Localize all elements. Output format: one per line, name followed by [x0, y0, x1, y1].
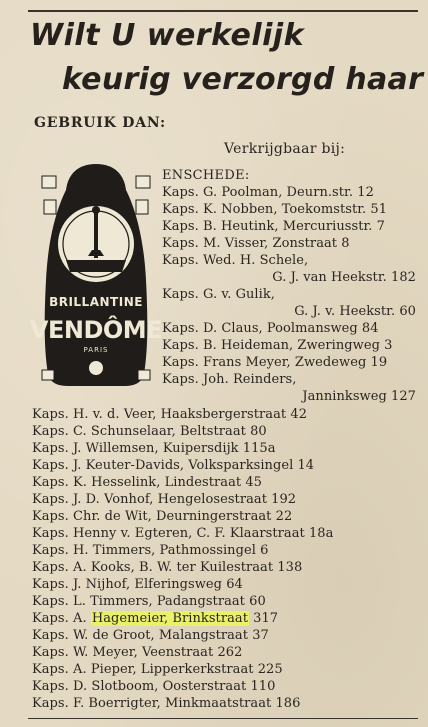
dealer-line: Kaps. J. Keuter-Davids, Volksparksingel 14: [32, 458, 315, 473]
dealer-line: Kaps. B. Heideman, Zweringweg 3: [162, 338, 393, 353]
headline-line-2: keurig verzorgd haar: [62, 62, 424, 97]
dealer-line: Kaps. W. Meyer, Veenstraat 262: [32, 645, 243, 660]
top-rule: [28, 10, 418, 12]
dealer-line-continued: G. J. van Heekstr. 182: [272, 270, 416, 285]
dealer-line-continued: G. J. v. Heekstr. 60: [294, 304, 416, 319]
dealer-line: Kaps. Joh. Reinders,: [162, 372, 297, 387]
ad-brand-main: VENDÔME: [29, 316, 163, 344]
ad-brand-city: PARIS: [83, 346, 109, 354]
dealer-line: Kaps. M. Visser, Zonstraat 8: [162, 236, 350, 251]
ad-brand-top: BRILLANTINE: [49, 295, 143, 309]
dealer-line: Kaps. G. Poolman, Deurn.str. 12: [162, 185, 374, 200]
available-at-label: Verkrijgbaar bij:: [224, 141, 346, 157]
dealer-line: Kaps. A. Kooks, B. W. ter Kuilestraat 138: [32, 560, 303, 575]
dealer-line: Kaps. D. Claus, Poolmansweg 84: [162, 321, 379, 336]
dealer-line: Kaps. G. v. Gulik,: [162, 287, 275, 302]
dealer-line: Kaps. Chr. de Wit, Deurningerstraat 22: [32, 509, 293, 524]
brillantine-bottle-illustration: [29, 160, 163, 388]
dealer-line: Kaps. J. Willemsen, Kuipersdijk 115a: [32, 441, 276, 456]
dealer-line: Kaps. Frans Meyer, Zwedeweg 19: [162, 355, 388, 370]
dealer-line: Kaps. K. Nobben, Toekomststr. 51: [162, 202, 388, 217]
intro-text: GEBRUIK DAN:: [34, 115, 166, 131]
dealer-line: Kaps. W. de Groot, Malangstraat 37: [32, 628, 269, 643]
city-heading: ENSCHEDE:: [162, 168, 250, 183]
dealer-line: Kaps. H. v. d. Veer, Haaksbergerstraat 42: [32, 407, 308, 422]
dealer-line: Kaps. A. Pieper, Lipperkerkstraat 225: [32, 662, 283, 677]
dealer-prefix: Kaps. A.: [32, 611, 91, 626]
dealer-line: Kaps. B. Heutink, Mercuriusstr. 7: [162, 219, 385, 234]
dealer-line-continued: Janninksweg 127: [302, 389, 416, 404]
dealer-line: Kaps. J. Nijhof, Elferingsweg 64: [32, 577, 243, 592]
dealer-line-highlighted: [32, 610, 278, 627]
dealer-line: Kaps. Wed. H. Schele,: [162, 253, 309, 268]
dealer-line: Kaps. Henny v. Egteren, C. F. Klaarstraat 18a: [32, 526, 334, 541]
bottom-rule: [28, 718, 418, 719]
headline-line-1: Wilt U werkelijk: [30, 18, 305, 53]
dealer-line: Kaps. L. Timmers, Padangstraat 60: [32, 594, 266, 609]
dealer-suffix: 317: [248, 611, 279, 626]
dealer-line: Kaps. C. Schunselaar, Beltstraat 80: [32, 424, 267, 439]
dealer-line: Kaps. D. Slotboom, Oosterstraat 110: [32, 679, 276, 694]
dealer-line: Kaps. J. D. Vonhof, Hengelosestraat 192: [32, 492, 297, 507]
highlighted-text: Hagemeier, Brinkstraat: [91, 611, 248, 626]
dealer-line: Kaps. H. Timmers, Pathmossingel 6: [32, 543, 269, 558]
dealer-line: Kaps. K. Hesselink, Lindestraat 45: [32, 475, 262, 490]
dealer-line: Kaps. F. Boerrigter, Minkmaatstraat 186: [32, 696, 301, 711]
